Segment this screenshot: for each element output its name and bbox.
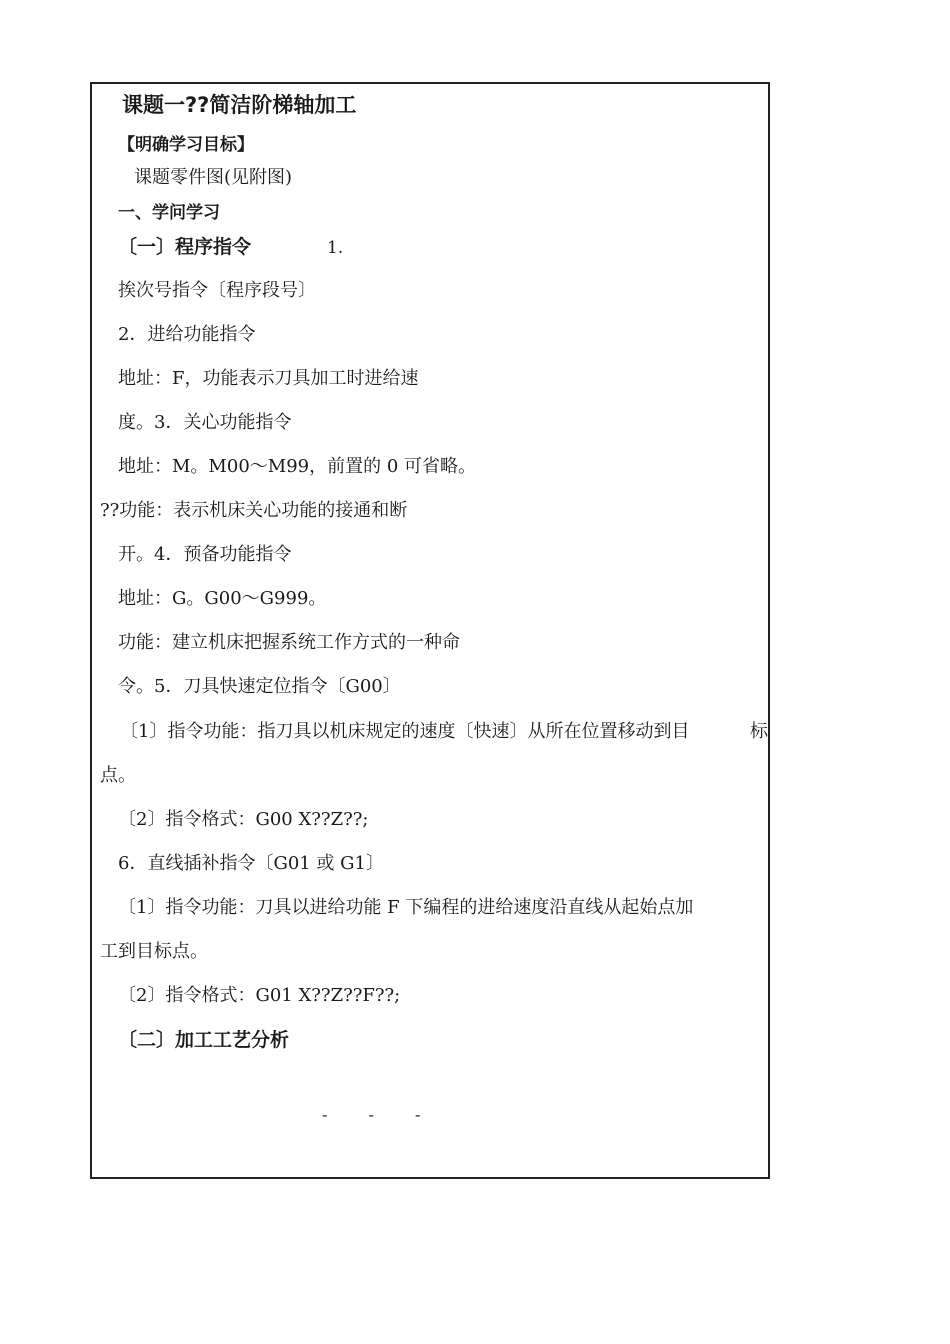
g00-format: 〔2〕指令格式：G00 X??Z??; (118, 809, 369, 830)
body-line-3: 地址：F，功能表示刀具加工时进给速 (118, 368, 419, 389)
document-title: 课题一??简洁阶梯轴加工 (122, 93, 357, 117)
body-line-5: 地址：M。M00～M99，前置的 0 可省略。 (118, 456, 476, 477)
body-line-1: 挨次号指令〔程序段号〕 (118, 280, 316, 301)
section1-heading: 一、学问学习 (118, 203, 220, 223)
sub1-heading: 〔一〕程序指令 (118, 236, 252, 258)
sub1-number: 1. (327, 238, 344, 258)
g00-function-right: 标 (750, 721, 768, 742)
body-line-10: 令。5．刀具快速定位指令〔G00〕 (118, 676, 401, 697)
g01-heading: 6．直线插补指令〔G01 或 G1〕 (118, 853, 385, 874)
g01-function-cont: 工到目标点。 (100, 941, 208, 962)
body-line-6: ??功能：表示机床关心功能的接通和断 (100, 500, 408, 521)
body-line-9: 功能：建立机床把握系统工作方式的一种命 (118, 632, 460, 653)
part-drawing-line: 课题零件图(见附图) (134, 167, 293, 188)
g00-function-cont: 点。 (100, 765, 136, 786)
sub2-heading: 〔二〕加工工艺分析 (118, 1029, 290, 1051)
body-line-7: 开。4．预备功能指令 (118, 544, 292, 565)
footer-mark: - - - (322, 1105, 439, 1124)
body-line-2: 2．进给功能指令 (118, 324, 256, 345)
g00-function-left: 〔1〕指令功能：指刀具以机床规定的速度〔快速〕从所在位置移动到目 (120, 721, 690, 742)
body-line-8: 地址：G。G00～G999。 (118, 588, 327, 609)
g01-function: 〔1〕指令功能：刀具以进给功能 F 下编程的进给速度沿直线从起始点加 (118, 897, 694, 918)
g00-function-row (120, 720, 768, 744)
objective-heading: 【明确学习目标】 (118, 135, 254, 155)
sub1-heading-row (118, 235, 343, 260)
body-line-4: 度。3．关心功能指令 (118, 412, 292, 433)
g01-format: 〔2〕指令格式：G01 X??Z??F??; (118, 985, 401, 1006)
